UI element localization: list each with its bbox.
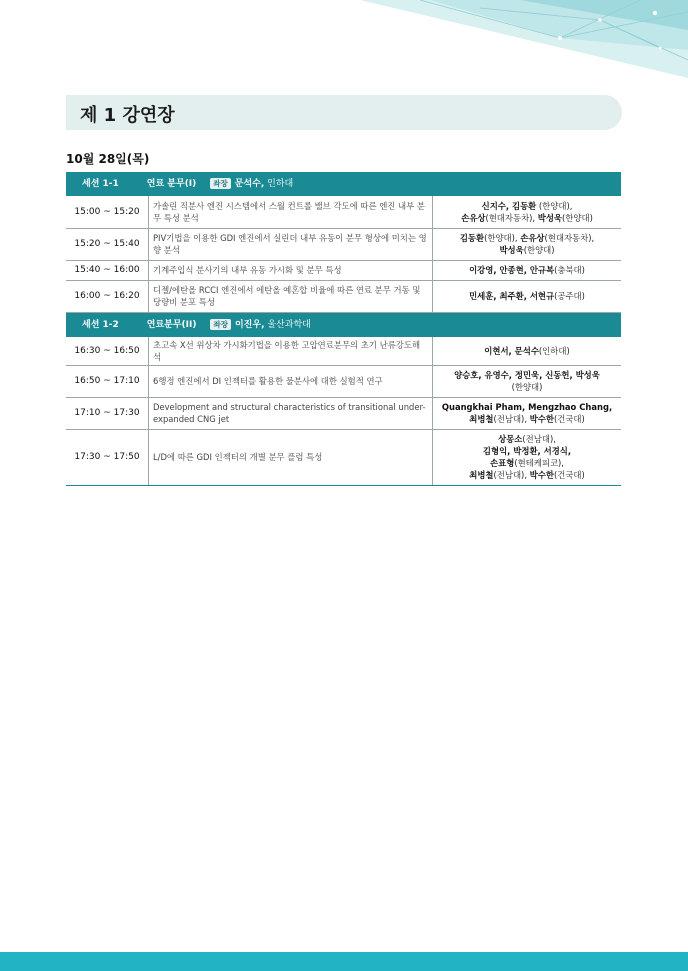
speaker-name: 손표형 [490,458,515,468]
speaker-name: 손유상 [461,212,486,223]
session-label: 세션 1-2 [82,319,119,330]
talk-speakers [433,196,622,228]
talk-topic: 디젤/에탄올 RCCI 엔진에서 에탄올 예혼합 비율에 따른 연료 분무 거동 및 당량비 분포 특성 [149,280,433,312]
chair-badge: 좌장 [210,319,231,330]
talk-time: 16:30 ~ 16:50 [66,337,149,366]
talk-topic: Development and structural characteristics of transitional under-expanded CNG jet [149,397,433,429]
talk-topic: 기계주입식 분사기의 내부 유동 가시화 및 분무 특성 [149,260,433,280]
speaker-name: 신지수, 김동환 [481,200,537,211]
session-theme: 연료 분무(I) [146,179,197,189]
session-header-row [66,312,621,337]
chair-badge: 좌장 [210,178,231,189]
talk-row [66,228,621,260]
talk-row [66,196,621,228]
speaker-affiliation: (전남대), [493,470,530,480]
talk-time: 17:10 ~ 17:30 [66,397,149,429]
speaker-name: 김형익, 박정환, 서경식, [482,446,572,456]
speaker-name: 손유상 [520,233,545,243]
header-network-decoration [0,0,688,80]
talk-row [66,260,621,280]
speaker-name: 최병철 [469,414,494,424]
chair-person: 문석수, [234,179,265,189]
talk-row [66,337,621,366]
speaker-affiliation: (전남대), [493,414,530,424]
talk-row [66,280,621,312]
talk-speakers [433,429,622,485]
chair-name [235,319,311,331]
talk-row [66,429,621,485]
talk-speakers [433,260,622,280]
speaker-name: 민세훈, 최주환, 서현규 [469,291,555,301]
speaker-name: 박수한 [529,414,554,424]
speaker-name: 박성욱 [499,245,524,255]
talk-topic: L/D에 따른 GDI 인젝터의 개별 분무 플럼 특성 [149,429,433,485]
talk-time: 15:40 ~ 16:00 [66,260,149,280]
talk-speakers [433,365,622,397]
speaker-affiliation: (현대자동차), [485,212,538,223]
talk-speakers [433,337,622,366]
talk-time: 15:00 ~ 15:20 [66,196,149,228]
speaker-affiliation: (현대자동차), [544,233,595,243]
session-header [66,172,621,196]
talk-speakers [433,397,622,429]
page-title-bar [66,95,622,130]
session-label: 세션 1-1 [82,179,119,189]
speaker-affiliation: (한양대), [484,233,521,243]
chair-name [235,178,293,190]
talk-row [66,365,621,397]
page-title: 제 1 강연장 [80,105,175,126]
speaker-affiliation: (건국대) [553,470,585,480]
chair-affiliation: 인하대 [264,179,294,189]
talk-topic: 초고속 X선 위상차 가시화기법을 이용한 고압연료분무의 초기 난류강도해석 [149,337,433,366]
talk-speakers [433,228,622,260]
session-header [66,312,621,337]
speaker-affiliation: (충북대) [554,265,585,275]
speaker-affiliation: (건국대) [553,414,585,424]
speaker-name: 양승호, 유영수, 정민욱, 신동헌, 박성욱 [454,370,600,380]
talk-time: 16:00 ~ 16:20 [66,280,149,312]
speaker-affiliation: (한양대) [562,212,593,223]
speaker-name: Quangkhai Pham, Mengzhao Chang, [441,402,613,412]
speaker-affiliation: (한양대), [536,200,573,211]
schedule-date: 10월 28일(목) [66,152,150,166]
speaker-affiliation: (공주대) [554,291,585,301]
speaker-affiliation: (현테케피코), [514,458,564,468]
speaker-name: 박성욱 [537,212,563,223]
speaker-affiliation: (한양대) [523,245,555,255]
talk-topic: PIV기법을 이용한 GDI 엔진에서 실린더 내부 유동이 분무 형상에 미치는 영향 분석 [149,228,433,260]
talk-topic: 가솔린 직분사 엔진 시스템에서 스월 컨트롤 밸브 각도에 따른 엔진 내부 분무 특성 분석 [149,196,433,228]
talk-topic: 6행정 엔진에서 DI 인젝터를 활용한 물분사에 대한 실험적 연구 [149,365,433,397]
speaker-name: 최병철 [469,470,494,480]
speaker-name: 상몽소 [498,434,523,444]
footer-bar [0,952,688,971]
speaker-name: 이현서, 문석수 [484,345,539,356]
talk-speakers [433,280,622,312]
speaker-affiliation: (전남대), [522,434,556,444]
chair-affiliation: 울산과학대 [264,319,311,330]
talk-time: 15:20 ~ 15:40 [66,228,149,260]
speaker-affiliation: (인하대) [538,345,570,356]
schedule-table [66,172,621,486]
speaker-name: 박수한 [529,470,554,480]
talk-time: 17:30 ~ 17:50 [66,429,149,485]
speaker-name: 이강영, 안종현, 안규복 [469,265,555,275]
speaker-affiliation: (한양대) [511,382,543,392]
session-header-row [66,172,621,196]
chair-person: 이진우, [234,319,265,330]
talk-row [66,397,621,429]
talk-time: 16:50 ~ 17:10 [66,365,149,397]
speaker-name: 김동환 [459,233,485,243]
session-theme: 연료분무(II) [146,319,197,330]
